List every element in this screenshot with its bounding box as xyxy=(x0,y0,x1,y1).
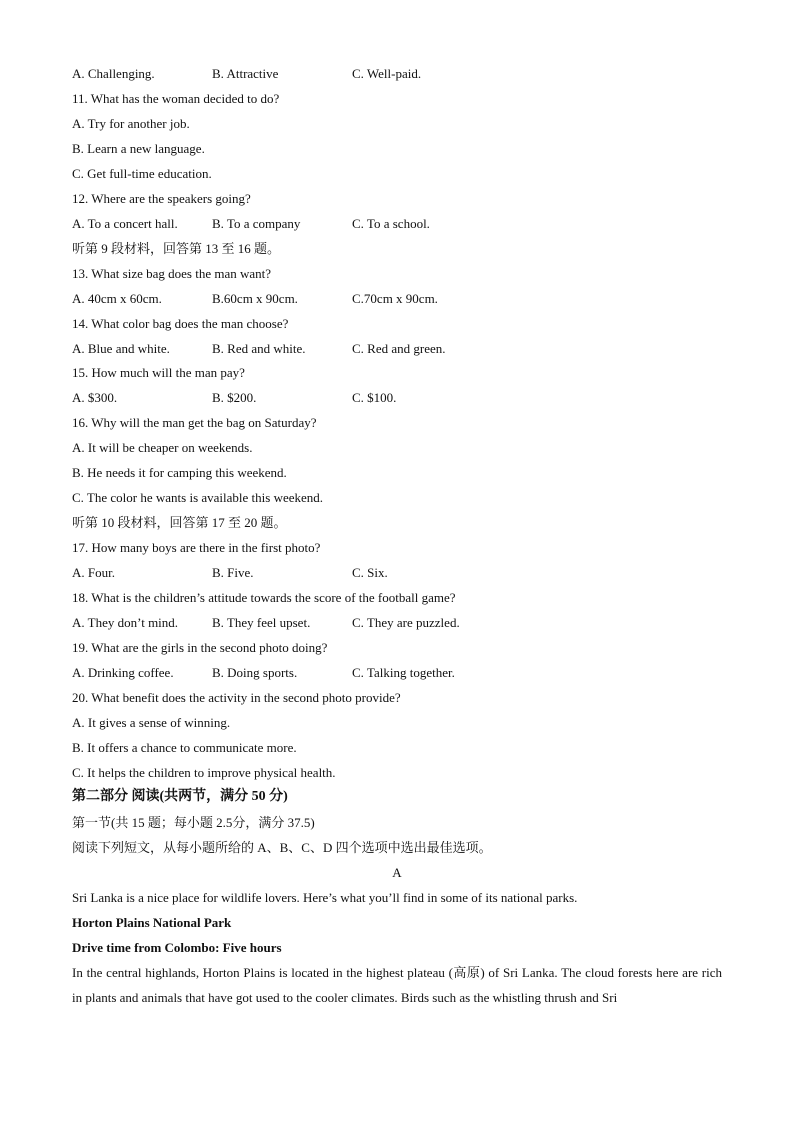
passage-label: A xyxy=(392,865,402,880)
q14-option-a: A. Blue and white. xyxy=(72,341,170,356)
q16-question: 16. Why will the man get the bag on Saturday? xyxy=(72,415,317,430)
q13-option-c: C.70cm x 90cm. xyxy=(352,291,438,306)
q15-option-b: B. $200. xyxy=(212,390,257,405)
q12-option-a: A. To a concert hall. xyxy=(72,216,178,231)
q12-option-b: B. To a company xyxy=(212,216,301,231)
q18-question: 18. What is the children’s attitude towards the score of the football game? xyxy=(72,590,456,605)
q17-option-b: B. Five. xyxy=(212,565,254,580)
q15-option-a: A. $300. xyxy=(72,390,118,405)
q16-option-c: C. The color he wants is available this weekend. xyxy=(72,490,324,505)
q15-question: 15. How much will the man pay? xyxy=(72,365,245,380)
q20-option-a: A. It gives a sense of winning. xyxy=(72,715,231,730)
q14-option-c: C. Red and green. xyxy=(352,341,446,356)
q13-option-a: A. 40cm x 60cm. xyxy=(72,291,162,306)
q20-option-c: C. It helps the children to improve physical health. xyxy=(72,765,336,780)
q16-option-b: B. He needs it for camping this weekend. xyxy=(72,465,287,480)
q11-question: 11. What has the woman decided to do? xyxy=(72,91,280,106)
q19-question: 19. What are the girls in the second photo doing? xyxy=(72,640,328,655)
q15-option-c: C. $100. xyxy=(352,390,397,405)
park-description: In the central highlands, Horton Plains is located in the highest plateau (高原) of Sri Lanka. The cloud forests here are rich in plants and animals that have got used to the cooler climates. Birds such as the whistling thrush and Sri xyxy=(72,965,722,1005)
q17-question: 17. How many boys are there in the first photo? xyxy=(72,540,321,555)
q14-question: 14. What color bag does the man choose? xyxy=(72,316,289,331)
part2-heading: 第二部分 阅读(共两节，满分 50 分) xyxy=(72,789,288,804)
listening-instruction-10: 听第 10 段材料，回答第 17 至 20 题。 xyxy=(72,515,287,530)
q17-option-a: A. Four. xyxy=(72,565,115,580)
reading-instruction: 阅读下列短文，从每小题所给的 A、B、C、D 四个选项中选出最佳选项。 xyxy=(72,840,492,855)
q19-option-b: B. Doing sports. xyxy=(212,665,298,680)
q18-option-c: C. They are puzzled. xyxy=(352,615,460,630)
q20-option-b: B. It offers a chance to communicate more. xyxy=(72,740,297,755)
passage-intro: Sri Lanka is a nice place for wildlife lovers. Here’s what you’ll find in some of its national parks. xyxy=(72,890,578,905)
listening-instruction-9: 听第 9 段材料，回答第 13 至 16 题。 xyxy=(72,241,281,256)
q18-option-b: B. They feel upset. xyxy=(212,615,311,630)
q19-option-c: C. Talking together. xyxy=(352,665,455,680)
q19-option-a: A. Drinking coffee. xyxy=(72,665,174,680)
park-title: Horton Plains National Park xyxy=(72,915,232,930)
q11-option-a: A. Try for another job. xyxy=(72,116,190,131)
q13-question: 13. What size bag does the man want? xyxy=(72,266,272,281)
q13-option-b: B.60cm x 90cm. xyxy=(212,291,298,306)
q16-option-a: A. It will be cheaper on weekends. xyxy=(72,440,253,455)
section1-heading: 第一节(共 15 题；每小题 2.5分，满分 37.5) xyxy=(72,815,315,830)
q10-option-b: B. Attractive xyxy=(212,66,279,81)
q14-option-b: B. Red and white. xyxy=(212,341,306,356)
q10-option-a: A. Challenging. xyxy=(72,66,155,81)
q17-option-c: C. Six. xyxy=(352,565,388,580)
q11-option-b: B. Learn a new language. xyxy=(72,141,205,156)
q12-option-c: C. To a school. xyxy=(352,216,430,231)
q18-option-a: A. They don’t mind. xyxy=(72,615,179,630)
q10-option-c: C. Well-paid. xyxy=(352,66,422,81)
drive-time: Drive time from Colombo: Five hours xyxy=(72,940,282,955)
q20-question: 20. What benefit does the activity in the second photo provide? xyxy=(72,690,401,705)
q12-question: 12. Where are the speakers going? xyxy=(72,191,251,206)
q11-option-c: C. Get full-time education. xyxy=(72,166,212,181)
